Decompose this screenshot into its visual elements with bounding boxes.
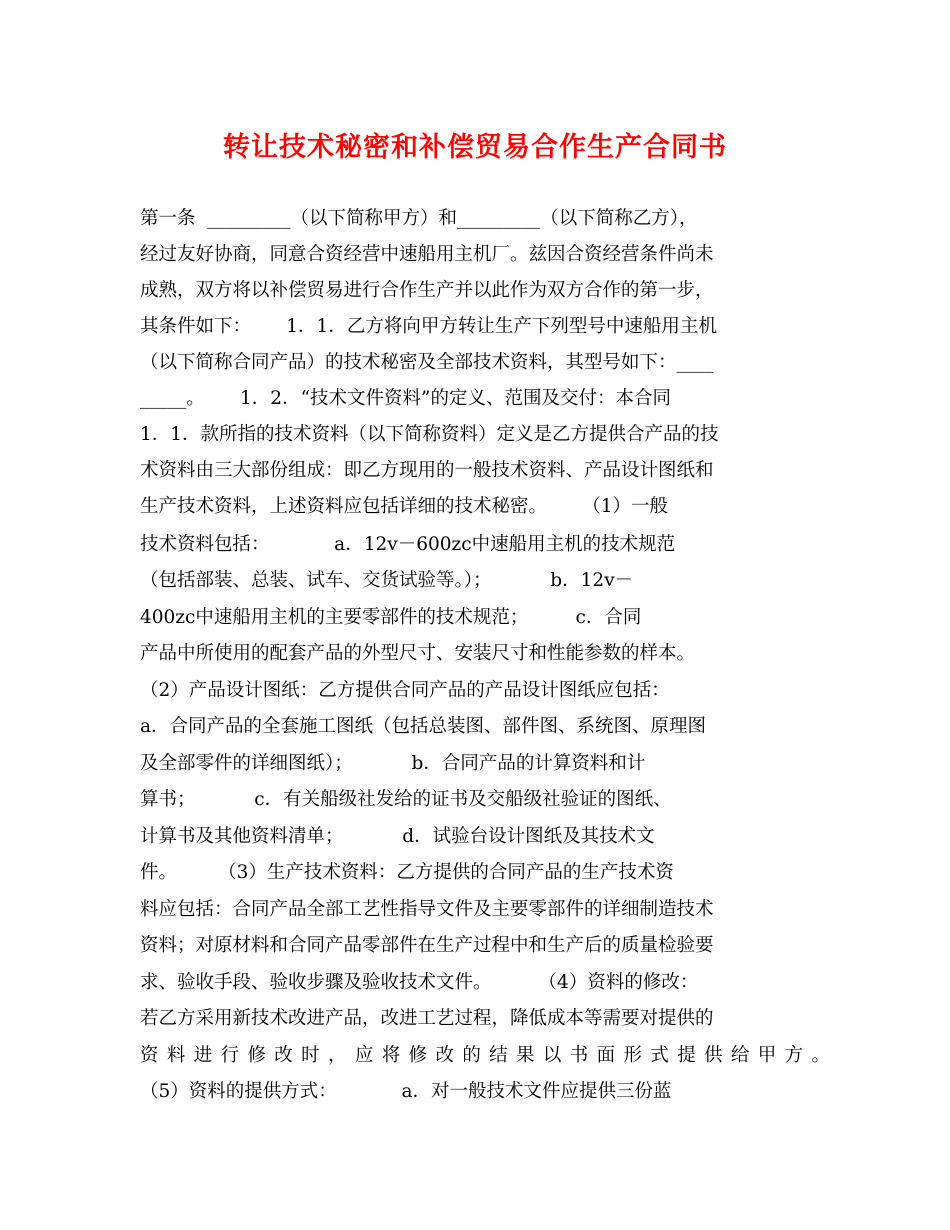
body-line: 生产技术资料，上述资料应包括详细的技术秘密。 （1）一般 — [140, 496, 669, 517]
body-line: （以下简称合同产品）的技术秘密及全部技术资料，其型号如下：____ — [140, 352, 714, 373]
body-line: 件。 （3）生产技术资料：乙方提供的合同产品的生产技术资 — [140, 862, 674, 883]
body-line: 其条件如下： 1．1．乙方将向甲方转让生产下列型号中速船用主机 — [140, 316, 717, 337]
body-line: 资料进行修改时，应将修改的结果以书面形式提供给甲方。 — [140, 1045, 830, 1066]
body-line: 计算书及其他资料清单； d．试验台设计图纸及其技术文 — [140, 826, 655, 847]
body-line: 产品中所使用的配套产品的外型尺寸、安装尺寸和性能参数的样本。 — [140, 643, 696, 664]
body-line: 400zc中速船用主机的主要零部件的技术规范； c．合同 — [140, 607, 642, 628]
body-line: a．合同产品的全套施工图纸（包括总装图、部件图、系统图、原理图 — [140, 716, 707, 737]
body-line: （包括部装、总装、试车、交货试验等。）； b．12v－ — [140, 570, 634, 591]
body-line: 算书； c．有关船级社发给的证书及交船级社验证的图纸、 — [140, 789, 672, 810]
document-title: 转让技术秘密和补偿贸易合作生产合同书 — [223, 132, 727, 163]
body-line: （5）资料的提供方式： a．对一般技术文件应提供三份蓝 — [140, 1081, 672, 1102]
body-line: 成熟，双方将以补偿贸易进行合作生产并以此作为双方合作的第一步， — [140, 280, 714, 301]
body-line: 术资料由三大部份组成：即乙方现用的一般技术资料、产品设计图纸和 — [140, 460, 714, 481]
body-line: 资料；对原材料和合同产品零部件在生产过程中和生产后的质量检验要 — [140, 935, 714, 956]
body-line: 技术资料包括： a．12v－600zc中速船用主机的技术规范 — [140, 534, 676, 555]
body-line: 若乙方采用新技术改进产品，改进工艺过程，降低成本等需要对提供的 — [140, 1008, 714, 1029]
body-line: （2）产品设计图纸：乙方提供合同产品的产品设计图纸应包括： — [140, 680, 670, 701]
body-line: 第一条 _________（以下简称甲方）和_________（以下简称乙方）， — [140, 208, 698, 229]
body-line: 料应包括：合同产品全部工艺性指导文件及主要零部件的详细制造技术 — [140, 899, 714, 920]
body-line: 经过友好协商，同意合资经营中速船用主机厂。兹因合资经营条件尚未 — [140, 244, 714, 265]
body-line: 求、验收手段、验收步骤及验收技术文件。 （4）资料的修改： — [140, 972, 699, 993]
body-line: 及全部零件的详细图纸）； b．合同产品的计算资料和计 — [140, 753, 646, 774]
body-line: _____。 1．2．“技术文件资料”的定义、范围及交付：本合同 — [140, 388, 671, 409]
body-line: 1．1．款所指的技术资料（以下简称资料）定义是乙方提供合产品的技 — [140, 424, 719, 445]
